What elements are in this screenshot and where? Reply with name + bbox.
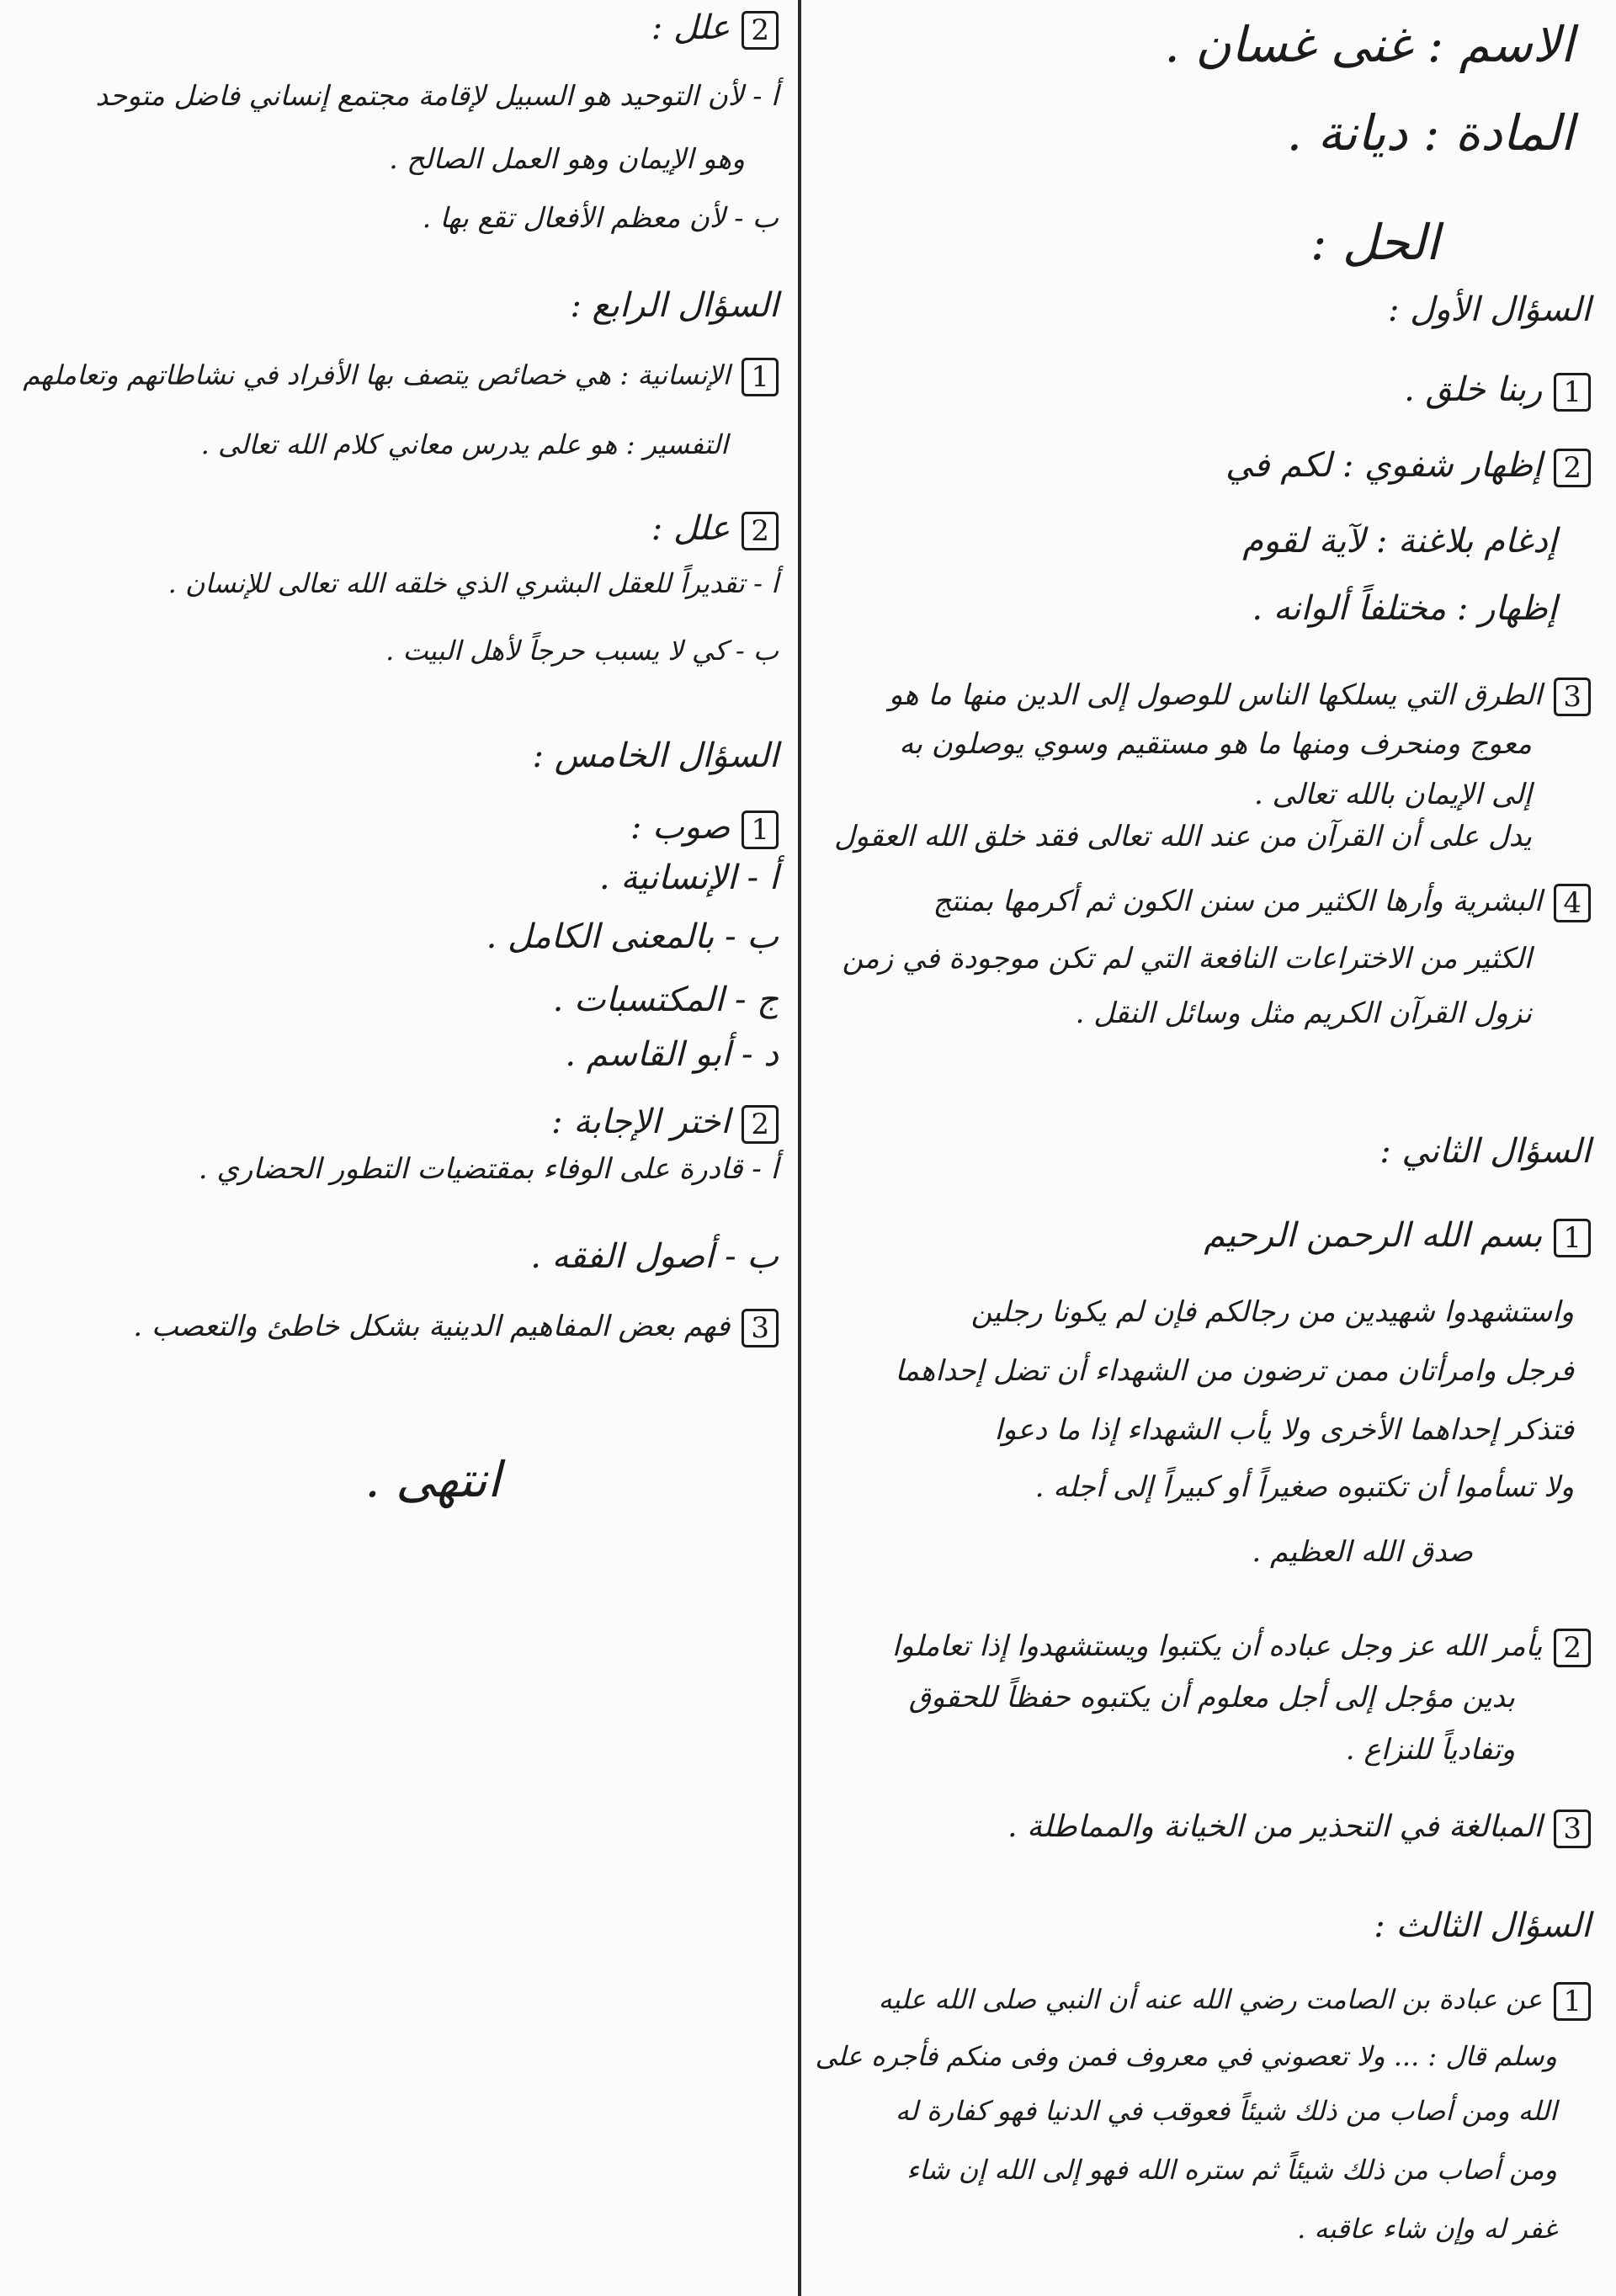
q2-verse-end: صدق الله العظيم . [1252,1535,1473,1569]
q5-item-3: 3فهم بعض المفاهيم الدينية بشكل خاطئ والتعصب . [133,1309,779,1347]
q3-item-1-e: غفر له وإن شاء عاقبه . [1297,2213,1557,2245]
q3-item-1-d: ومن أصاب من ذلك شيئاً ثم ستره الله فهو إلى الله إن شاء [906,2154,1557,2186]
q3-title: السؤال الثالث : [1374,1906,1591,1945]
student-name: الاسم : غنى غسان . [1164,16,1574,73]
q4-item-2-b: ب - كي لا يسبب حرجاً لأهل البيت . [385,635,779,667]
column-divider [798,0,801,2296]
q2-verse-4: ولا تسأموا أن تكتبوه صغيراً أو كبيراً إلى أجله . [1034,1470,1574,1504]
q5-item-2: 2اختر الإجابة : [551,1103,779,1144]
q1-item-4: 4البشرية وأرها الكثير من سنن الكون ثم أكرمها بمنتج [933,884,1591,922]
q2-verse-2: فرجل وامرأتان ممن ترضون من الشهداء أن تضل إحداهما [895,1354,1574,1388]
q3-item-1-b: وسلم قال : ... ولا تعصوني في معروف فمن وفى منكم فأجره على [815,2040,1557,2072]
q2-item-2: 2يأمر الله عز وجل عباده أن يكتبوا ويستشهدوا إذا تعاملوا [892,1629,1591,1667]
q2-item-2-c: وتفادياً للنزاع . [1345,1733,1515,1767]
q1-title: السؤال الأول : [1387,290,1591,329]
q2-item-3: 3المبالغة في التحذير من الخيانة والمماطلة . [1007,1810,1591,1848]
q2-item-1: 1بسم الله الرحمن الرحيم [1204,1216,1591,1257]
q1-item-2-c: إظهار : مختلفاً ألوانه . [1252,589,1557,628]
q4-item-1: 1الإنسانية : هي خصائص يتصف بها الأفراد في نشاطاتهم وتعاملهم [23,358,779,396]
q3-cont-b: ب - لأن معظم الأفعال تقع بها . [422,201,779,234]
q5-item-2-b: ب - أصول الفقه . [530,1237,779,1276]
q1-item-3: 3الطرق التي يسلكها الناس للوصول إلى الدين منها ما هو [889,678,1591,716]
end-mark: انتهى . [364,1451,501,1508]
q1-item-2-b: إدغام بلاغنة : لآية لقوم [1242,522,1557,561]
q1-item-1: 1ربنا خلق . [1404,370,1591,412]
q4-item-2-a: أ - تقديراً للعقل البشري الذي خلقه الله تعالى للإنسان . [167,567,779,599]
q2-title: السؤال الثاني : [1379,1132,1591,1171]
q5-item-1-d: د - أبو القاسم . [565,1035,779,1074]
solution-heading: الحل : [1310,214,1439,271]
q5-item-1: 1صوب : [630,808,779,849]
q2-verse-1: واستشهدوا شهيدين من رجالكم فإن لم يكونا رجلين [970,1295,1574,1329]
q2-verse-3: فتذكر إحداهما الأخرى ولا يأب الشهداء إذا ما دعوا [994,1413,1574,1447]
q1-item-2: 2إظهار شفوي : لكم في [1225,446,1591,487]
q5-item-1-c: ج - المكتسبات . [552,981,779,1019]
q1-item-3-c: إلى الإيمان بالله تعالى . [1253,778,1532,811]
q5-item-2-a: أ - قادرة على الوفاء بمقتضيات التطور الحضاري . [198,1152,779,1186]
q2-item-2-b: بدين مؤجل إلى أجل معلوم أن يكتبوه حفظاً للحقوق [908,1681,1515,1714]
q1-item-4-c: الكثير من الاختراعات النافعة التي لم تكن موجودة في زمن [842,942,1532,975]
q3-item-1-c: الله ومن أصاب من ذلك شيئاً فعوقب في الدنيا فهو كفارة له [895,2095,1557,2127]
q1-item-3-b: معوج ومنحرف ومنها ما هو مستقيم وسوي يوصلون به [899,727,1532,761]
q3-item-1: 1عن عبادة بن الصامت رضي الله عنه أن النبي صلى الله عليه [879,1982,1591,2021]
q4-title: السؤال الرابع : [570,286,779,325]
subject-line: المادة : ديانة . [1286,104,1574,162]
q3-cont-a: أ - لأن التوحيد هو السبيل لإقامة مجتمع إنساني فاضل متوحد [95,79,779,112]
q5-item-1-b: ب - بالمعنى الكامل . [486,917,779,956]
q1-item-4-d: نزول القرآن الكريم مثل وسائل النقل . [1075,997,1532,1030]
q4-item-1-b: التفسير : هو علم يدرس معاني كلام الله تعالى . [200,428,728,460]
q5-title: السؤال الخامس : [532,736,779,775]
q1-item-4-a: يدل على أن القرآن من عند الله تعالى فقد خلق الله العقول [834,820,1532,853]
q3-cont-title: 2علل : [651,8,779,50]
q3-cont-a2: وهو الإيمان وهو العمل الصالح . [389,142,745,175]
q4-item-2: 2علل : [651,509,779,550]
q5-item-1-a: أ - الإنسانية . [598,858,779,897]
